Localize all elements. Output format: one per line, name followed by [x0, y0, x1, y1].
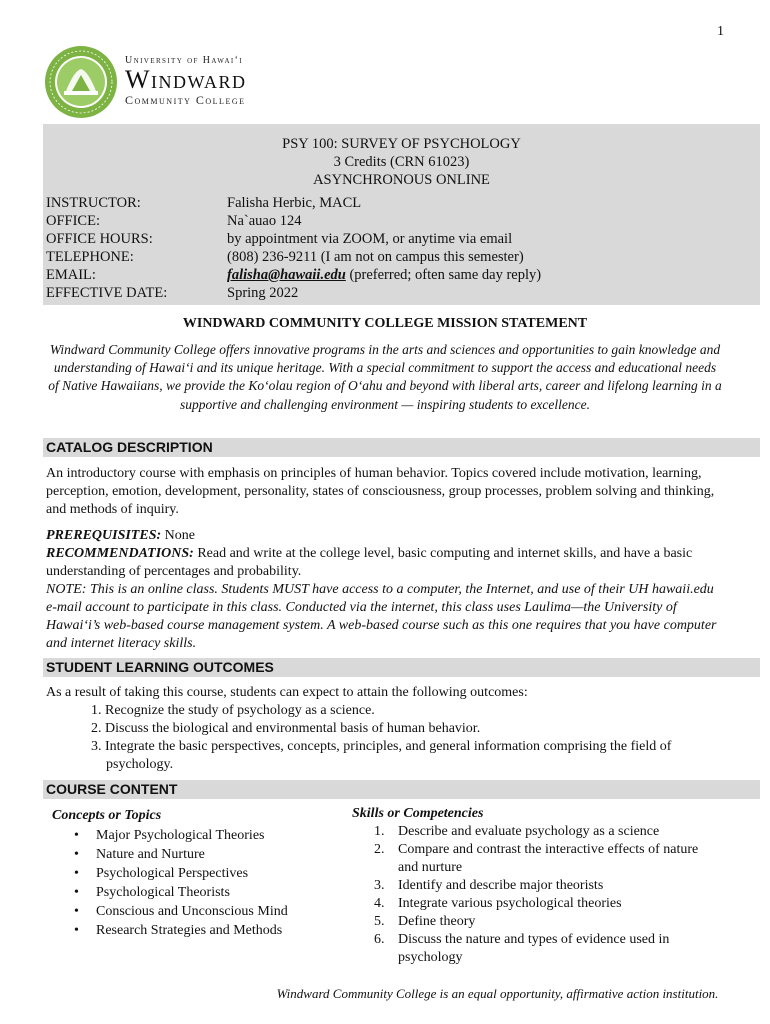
info-value: Spring 2022 — [227, 285, 299, 301]
instructor-info — [46, 194, 541, 302]
skill-item — [374, 877, 712, 895]
skill-number: 5. — [374, 914, 385, 929]
skill-text: Integrate various psychological theories — [398, 896, 622, 911]
info-row — [46, 248, 541, 266]
course-header — [43, 124, 760, 305]
footer-statement: Windward Community College is an equal opportunity, affirmative action institution. — [276, 986, 719, 1001]
email-link[interactable]: falisha@hawaii.edu — [227, 267, 346, 283]
skill-item — [374, 913, 712, 931]
skill-item — [374, 841, 712, 877]
recommend-label: RECOMMENDATIONS: — [46, 546, 194, 561]
email-value — [227, 266, 541, 284]
outcome-item: 3. Integrate the basic perspectives, concepts, principles, and general information comprising the field of psychology. — [91, 739, 672, 772]
info-label: EFFECTIVE DATE: — [46, 285, 168, 301]
mission-title: WINDWARD COMMUNITY COLLEGE MISSION STATEMENT — [182, 316, 588, 331]
topics-column — [52, 806, 342, 940]
info-row — [46, 230, 541, 248]
skill-item — [374, 823, 712, 841]
skill-number: 1. — [374, 824, 385, 839]
skill-text: Describe and evaluate psychology as a science — [398, 824, 660, 839]
university-name: University of Hawai‘i — [125, 55, 244, 66]
skill-number: 3. — [374, 878, 385, 893]
info-label: EMAIL: — [46, 267, 96, 283]
catalog-heading: CATALOG DESCRIPTION — [43, 438, 760, 457]
catalog-description: An introductory course with emphasis on principles of human behavior. Topics covered include motivation, learning, perception, emotion, development, personality, states of consciousness, group processes, problem solving and thinking, and methods of inquiry. — [46, 466, 715, 517]
content-heading: COURSE CONTENT — [43, 780, 760, 799]
info-label: INSTRUCTOR: — [46, 195, 141, 211]
outcomes-list — [91, 702, 736, 774]
info-label: TELEPHONE: — [46, 249, 134, 265]
college-seal-icon — [44, 45, 118, 119]
college-subtitle: Community College — [125, 93, 246, 107]
skill-number: 4. — [374, 896, 385, 911]
topics-list — [74, 826, 342, 940]
recommend-value: Read and write at the college level, basic computing and internet skills, and have a basic understanding of percentages and probability. — [46, 546, 693, 579]
topic-item: • Major Psychological Theories — [74, 826, 342, 845]
page-number: 1 — [717, 24, 724, 39]
info-row — [46, 194, 541, 212]
topic-item: • Research Strategies and Methods — [74, 921, 342, 940]
outcome-item: 2. Discuss the biological and environmental basis of human behavior. — [91, 721, 481, 736]
skill-number: 2. — [374, 842, 385, 857]
info-row — [46, 284, 541, 302]
info-row — [46, 266, 541, 284]
college-name: Windward — [125, 65, 247, 94]
info-value: (808) 236-9211 (I am not on campus this semester) — [227, 249, 524, 265]
outcome-item: 1. Recognize the study of psychology as a science. — [91, 703, 375, 718]
prereq-label: PREREQUISITES: — [46, 528, 162, 543]
course-format: ASYNCHRONOUS ONLINE — [313, 172, 490, 188]
info-value: by appointment via ZOOM, or anytime via email — [227, 231, 513, 247]
skill-number: 6. — [374, 932, 385, 947]
prereq-value: None — [161, 528, 195, 543]
topic-item: • Nature and Nurture — [74, 845, 342, 864]
topic-item: • Psychological Perspectives — [74, 864, 342, 883]
course-credits: 3 Credits (CRN 61023) — [333, 154, 470, 170]
outcomes-section — [46, 684, 736, 774]
course-title: PSY 100: SURVEY OF PSYCHOLOGY — [282, 136, 521, 152]
skill-item — [374, 895, 712, 913]
skill-text: Define theory — [398, 914, 476, 929]
info-row — [46, 212, 541, 230]
info-value: Na`auao 124 — [227, 213, 302, 229]
topics-title: Concepts or Topics — [52, 808, 162, 823]
info-value: Falisha Herbic, MACL — [227, 195, 362, 211]
college-logo — [44, 45, 247, 119]
online-note: NOTE: This is an online class. Students MUST have access to a computer, the Internet, and use of their UH hawaii.edu e-mail account to participate in this class. Conducted via the internet, this class uses Laulima—the University of Hawai‘i’s web-based course management system. A web-based course such as this one requires that you have computer and internet literacy skills. — [46, 582, 717, 651]
outcomes-intro: As a result of taking this course, students can expect to attain the following outcomes: — [46, 685, 528, 700]
topic-item: • Conscious and Unconscious Mind — [74, 902, 342, 921]
skill-text: Identify and describe major theorists — [398, 878, 604, 893]
skills-column — [352, 805, 712, 967]
skill-text: Discuss the nature and types of evidence used in psychology — [398, 932, 670, 965]
skills-title: Skills or Competencies — [352, 806, 484, 821]
skills-list — [374, 823, 712, 967]
topic-item: • Psychological Theorists — [74, 883, 342, 902]
info-label: OFFICE HOURS: — [46, 231, 153, 247]
skill-item — [374, 931, 712, 967]
requirements — [46, 527, 726, 653]
skill-text: Compare and contrast the interactive effects of nature and nurture — [398, 842, 699, 875]
info-label: OFFICE: — [46, 213, 100, 229]
outcomes-heading: STUDENT LEARNING OUTCOMES — [43, 658, 760, 677]
mission-text: Windward Community College offers innovative programs in the arts and sciences and opportunities to gain knowledge and understanding of Hawai‘i and its unique heritage. With a special commitment to support the access and educational needs of Native Hawaiians, we provide the Ko‘olau region of O‘ahu and beyond with liberal arts, career and lifelong learning in a supportive and challenging environment — inspiring students to excellence. — [48, 342, 722, 412]
email-note: (preferred; often same day reply) — [345, 267, 542, 283]
